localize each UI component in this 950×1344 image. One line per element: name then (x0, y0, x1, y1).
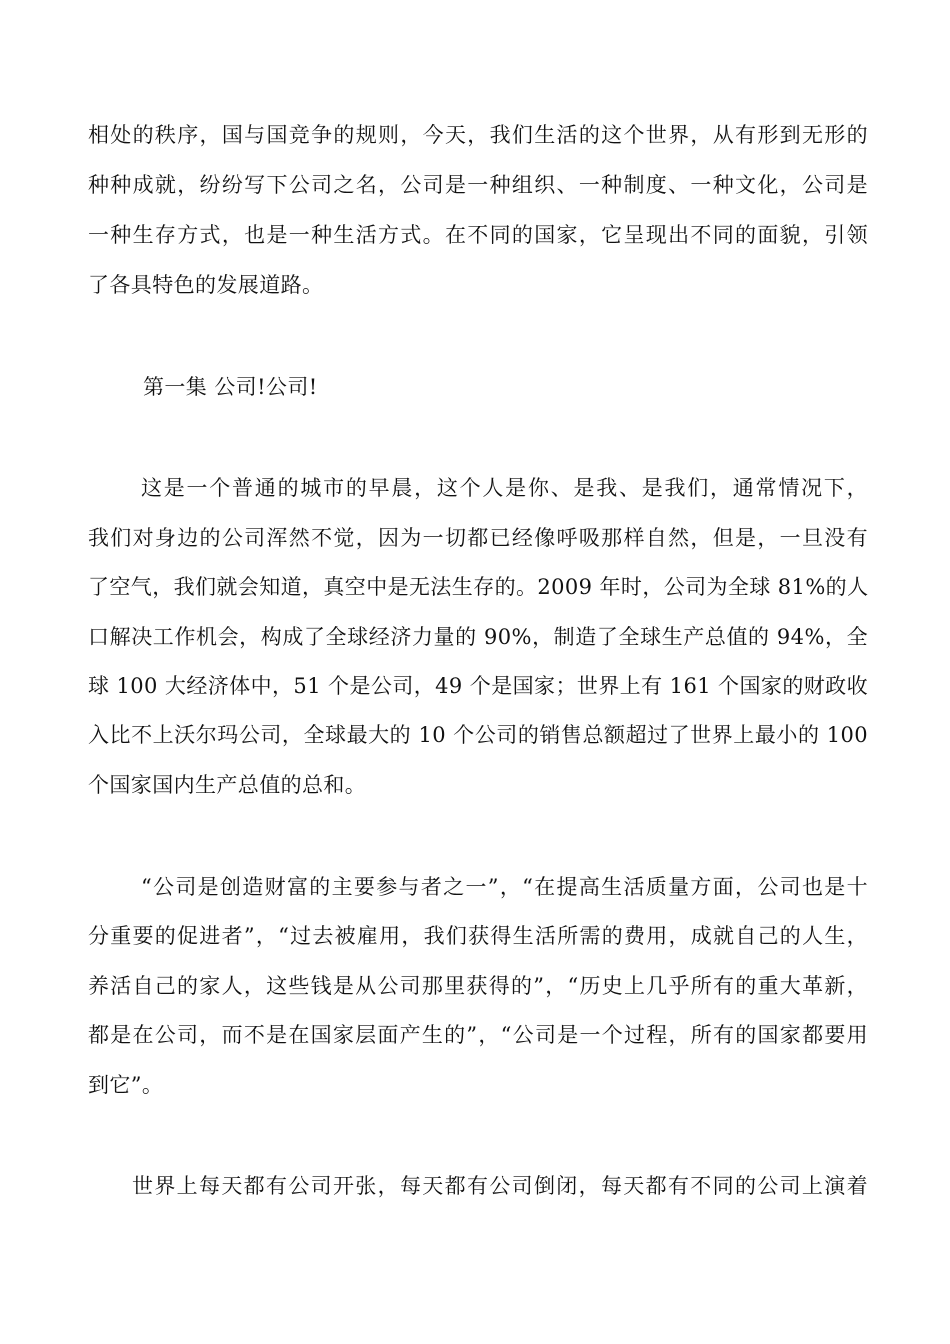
paragraph-line: 球 100 大经济体中，51 个是公司，49 个是国家；世界上有 161 个国家的财政收 (88, 674, 868, 698)
paragraph-line: 了各具特色的发展道路。 (88, 273, 324, 297)
paragraph-line: 相处的秩序，国与国竞争的规则，今天，我们生活的这个世界，从有形到无形的 (88, 123, 868, 147)
paragraph-line: 个国家国内生产总值的总和。 (88, 773, 367, 797)
paragraph-line: 种种成就，纷纷写下公司之名，公司是一种组织、一种制度、一种文化，公司是 (88, 173, 868, 197)
episode-heading: 第一集 公司!公司! (143, 375, 318, 399)
paragraph-line: 这是一个普通的城市的早晨，这个人是你、是我、是我们，通常情况下， (141, 476, 868, 500)
paragraph-line: 入比不上沃尔玛公司，全球最大的 10 个公司的销售总额超过了世界上最小的 100 (88, 723, 868, 747)
paragraph-line: 都是在公司，而不是在国家层面产生的”，“公司是一个过程，所有的国家都要用 (88, 1023, 868, 1047)
paragraph-line: 一种生存方式，也是一种生活方式。在不同的国家，它呈现出不同的面貌，引领 (88, 223, 868, 247)
paragraph-line: 到它”。 (88, 1073, 164, 1097)
paragraph-line: “公司是创造财富的主要参与者之一”，“在提高生活质量方面，公司也是十 (141, 875, 868, 899)
paragraph-line: 口解决工作机会，构成了全球经济力量的 90%，制造了全球生产总值的 94%，全 (88, 625, 868, 649)
paragraph-line: 养活自己的家人，这些钱是从公司那里获得的”，“历史上几乎所有的重大革新， (88, 974, 868, 998)
paragraph-line: 世界上每天都有公司开张，每天都有公司倒闭，每天都有不同的公司上演着 (132, 1174, 868, 1198)
paragraph-line: 分重要的促进者”，“过去被雇用，我们获得生活所需的费用，成就自己的人生， (88, 924, 868, 948)
paragraph-line: 我们对身边的公司浑然不觉，因为一切都已经像呼吸那样自然，但是，一旦没有 (88, 526, 868, 550)
paragraph-line: 了空气，我们就会知道，真空中是无法生存的。2009 年时，公司为全球 81%的人 (88, 575, 869, 599)
